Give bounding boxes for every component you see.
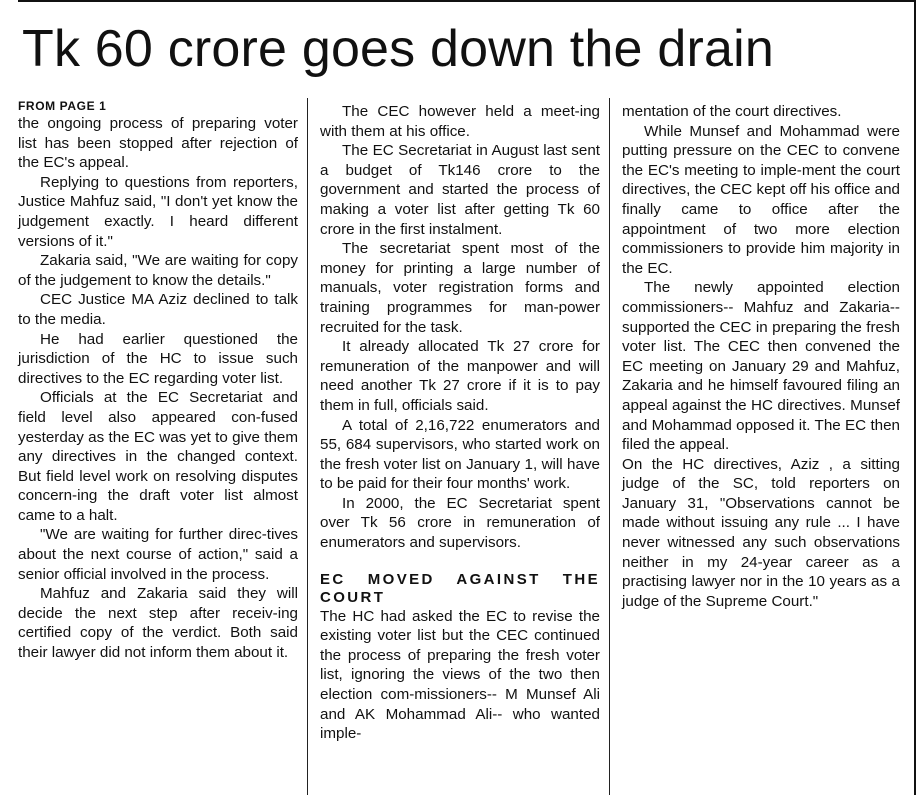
paragraph: "We are waiting for further direc-tives about the next course of action," said a senior official involved in the process. <box>18 526 298 583</box>
paragraph: The CEC however held a meet-ing with them at his office. <box>320 103 600 140</box>
paragraph: Replying to questions from reporters, Justice Mahfuz said, "I don't yet know the judgement exactly. I heard different versions of it." <box>18 173 298 250</box>
paragraph: The secretariat spent most of the money for printing a large number of manuals, voter registration forms and training programmes for man-power recruited for the task. <box>320 240 600 336</box>
paragraph: Officials at the EC Secretariat and field level also appeared con-fused yesterday as the EC was yet to give them any directives in the changed context. But field level work on resolving disputes concern-ing the draft voter list almost came to a halt. <box>18 389 298 524</box>
paragraph: On the HC directives, Aziz , a sitting judge of the SC, told reporters on January 31, "Observations cannot be made without issuing any rule ... I have never witnessed any such observations neither in my 24-year career as a practising lawyer nor in the 10 years as a judge of the Supreme Court." <box>622 455 900 610</box>
paragraph: mentation of the court directives. <box>622 103 842 120</box>
subhead: EC MOVED AGAINST THE COURT <box>320 570 600 606</box>
paragraph: The newly appointed election commissioners-- Mahfuz and Zakaria-- supported the CEC in preparing the fresh voter list. The CEC then convened the EC meeting on January 29 and Mahfuz, Zakaria and he himself favoured filing an appeal against the HC directives. Munsef and Mohammad opposed it. The EC then filed the appeal. <box>622 279 900 454</box>
paragraph: Zakaria said, "We are waiting for copy of the judgement to know the details." <box>18 252 298 289</box>
paragraph: He had earlier questioned the jurisdiction of the HC to issue such directives to the EC regarding voter list. <box>18 330 298 387</box>
paragraph: A total of 2,16,722 enumerators and 55, 684 supervisors, who started work on the fresh voter list on January 1, will have to be paid for their four months' work. <box>320 416 600 493</box>
paragraph: Mahfuz and Zakaria said they will decide the next step after receiv-ing certified copy of the verdict. Both said their lawyer did not inform them about it. <box>18 585 298 662</box>
top-border-rule <box>18 0 916 2</box>
paragraph: In 2000, the EC Secretariat spent over Tk 56 crore in remuneration of enumerators and supervisors. <box>320 494 600 552</box>
column-divider-1 <box>307 98 308 795</box>
paragraph: It already allocated Tk 27 crore for remuneration of the manpower and will need another Tk 27 crore if it is to pay them in full, officials said. <box>320 338 600 414</box>
column-divider-2 <box>609 98 610 795</box>
headline: Tk 60 crore goes down the drain <box>22 20 774 78</box>
paragraph: the ongoing process of preparing voter list has been stopped after rejection of the EC's appeal. <box>18 115 298 172</box>
column-1 <box>18 98 298 663</box>
kicker: FROM PAGE 1 <box>18 99 107 113</box>
column-2 <box>320 102 600 744</box>
paragraph: While Munsef and Mohammad were putting pressure on the CEC to convene the EC's meeting to imple-ment the court directives, the CEC kept off his office and finally came to office after the appointment of two more election commissioners to provide him majority in the EC. <box>622 122 900 277</box>
paragraph: The EC Secretariat in August last sent a budget of Tk146 crore to the government and started the process of making a voter list after getting Tk 60 crore in the first instalment. <box>320 142 600 238</box>
column-3 <box>622 102 900 611</box>
paragraph: CEC Justice MA Aziz declined to talk to the media. <box>18 291 298 328</box>
paragraph: The HC had asked the EC to revise the existing voter list but the CEC continued the process of preparing the fresh voter list, ignoring the views of the two then election com-missioners-- M Munsef Ali and AK Mohammad Ali-- who wanted imple- <box>320 607 600 743</box>
spacer <box>320 553 600 571</box>
